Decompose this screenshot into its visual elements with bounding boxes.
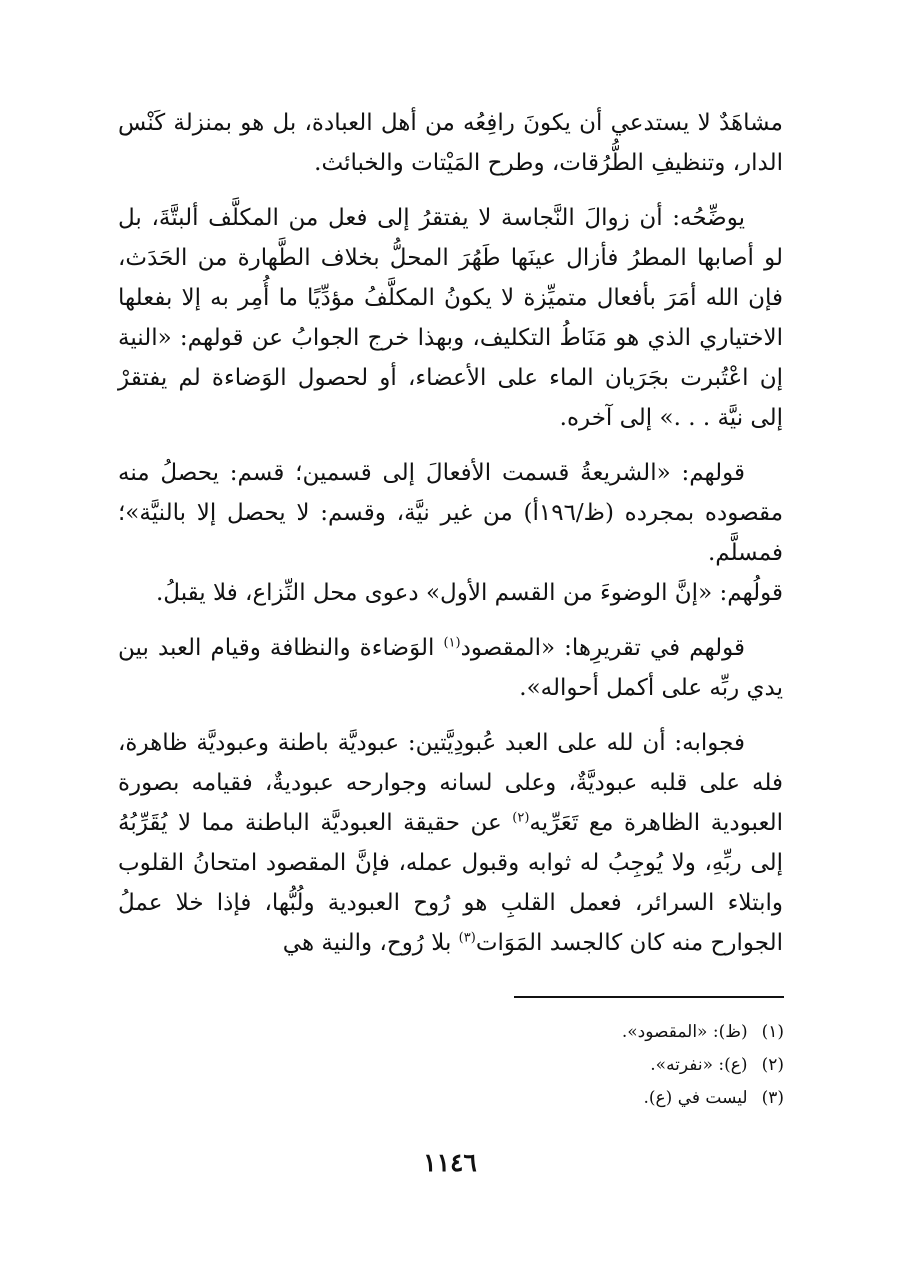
footnote-number: (٣) — [761, 1088, 784, 1108]
paragraph — [118, 723, 783, 963]
text-segment: بلا رُوح، والنية هي — [282, 930, 459, 956]
footnote-number: (١) — [761, 1022, 784, 1042]
main-text — [118, 103, 783, 978]
paragraph: قولُهم: «إنَّ الوضوءَ من القسم الأول» دعوى محل النِّزاع، فلا يقبلُ. — [155, 580, 783, 606]
footnote-item — [380, 1049, 784, 1082]
paragraph: يوضِّحُه: أن زوالَ النَّجاسة لا يفتقرُ إلى فعل من المكلَّف ألبتَّةَ، بل لو أصابها المطرُ فأزال عينَها طَهُرَ المحلُّ بخلاف الطَّهارة من الحَدَث، فإن الله أمَرَ بأفعال متميِّزة لا يكونُ المكلَّفُ مؤدِّيًا ما أُمِر به إلا بفعلها الاختياري الذي هو مَنَاطُ التكليف، وبهذا خرج الجوابُ عن قولهم: «النية إن اعْتُبرت بجَرَيان الماء على الأعضاء، أو لحصول الوَضاءة لم يفتقرْ إلى نيَّة . . .» إلى آخره. — [118, 205, 784, 431]
footnote-marker: (١) — [443, 635, 461, 651]
footnote-item — [380, 1082, 784, 1115]
footnote-marker: (٢) — [512, 810, 530, 826]
footnote-marker: (٣) — [458, 930, 476, 946]
footnote-divider — [514, 996, 784, 998]
paragraph — [118, 628, 783, 708]
footnotes — [380, 1016, 784, 1115]
footnote-item — [380, 1016, 784, 1049]
footnote-text: ليست في (ع). — [643, 1088, 748, 1108]
paragraph: مشاهَدٌ لا يستدعي أن يكونَ رافِعُه من أهل العبادة، بل هو بمنزلة كَنْس الدار، وتنظيفِ الطُّرُقات، وطرح المَيْتات والخبائث. — [118, 110, 783, 176]
text-segment: قولهم في تقريرِها: «المقصود — [460, 635, 745, 661]
footnote-text: (ظ): «المقصود». — [621, 1022, 748, 1042]
page-number: ١١٤٦ — [423, 1148, 477, 1177]
text-segment: الوَضاءة والنظافة وقيام العبد بين يدي ربِّه على أكمل أحواله». — [118, 635, 783, 701]
text-segment: فجوابه: أن لله على العبد عُبودِيَّتين: عبوديَّة باطنة وعبوديَّة ظاهرة، فله على قلبه عبوديَّةٌ، وعلى لسانه وجوارحه عبوديةٌ، فقيامه بصورة العبودية الظاهرة مع تَعَرِّيه — [118, 730, 783, 836]
footnote-number: (٢) — [761, 1055, 784, 1075]
paragraph: قولهم: «الشريعةُ قسمت الأفعالَ إلى قسمين؛ قسم: يحصلُ منه مقصوده بمجرده (ظ/١٩٦أ) من غير نيَّة، وقسم: لا يحصل إلا بالنيَّة»؛ فمسلَّم. — [118, 460, 784, 566]
text-segment: عن حقيقة العبوديَّة الباطنة مما لا يُقَرِّبُهُ إلى ربِّهِ، ولا يُوجِبُ له ثوابه وقبول عمله، فإنَّ المقصود امتحانُ القلوب وابتلاء السرائر، فعمل القلبِ هو رُوح العبودية ولُبُّها، فإذا خلا عملُ الجوارح منه كان كالجسد المَوَات — [118, 810, 783, 956]
footnote-text: (ع): «نفرته». — [650, 1055, 748, 1075]
